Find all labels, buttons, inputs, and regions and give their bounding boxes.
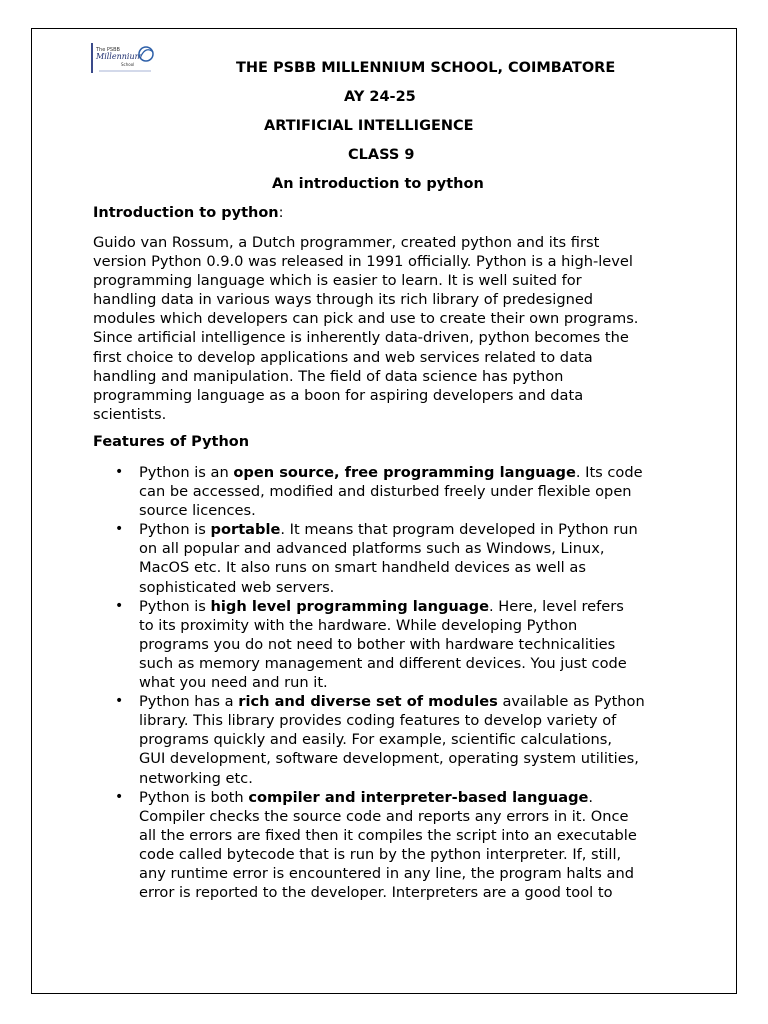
feature-text: . Its code [575,464,643,481]
feature-line: library. This library provides coding features to develop variety of [139,712,617,730]
feature-line: all the errors are fixed then it compiles the script into an executable [139,826,637,844]
school-logo-graphic [91,42,157,74]
bullet-icon: • [115,693,124,710]
feature-text: Python is an [139,464,234,481]
bullet-icon: • [115,597,124,614]
feature-first-line [139,520,693,539]
topic-title: An introduction to python [272,176,484,192]
intro-line: modules which developers can pick and use to create their own programs. [93,310,639,328]
feature-text: . [588,788,594,806]
intro-line: programming language as a boon for aspiring developers and data [93,386,584,404]
feature-first-line [139,788,693,807]
feature-line: programs you do not need to bother with hardware technicalities [139,635,616,653]
feature-bold-text: portable [210,521,281,539]
bullet-icon: • [115,521,124,538]
feature-line: such as memory management and different devices. You just code [139,654,627,672]
feature-item [93,692,693,787]
intro-line: programming language which is easier to learn. It is well suited for [93,272,582,290]
feature-line: sophisticated web servers. [139,578,335,596]
feature-line: networking etc. [139,769,253,787]
feature-text: Python has a [139,693,239,711]
feature-line: source licences. [139,502,256,520]
feature-first-line [139,463,693,482]
intro-heading [93,205,284,221]
school-logo [91,42,157,74]
feature-line: GUI development, software development, operating system utilities, [139,750,639,768]
feature-line: what you need and run it. [139,674,328,692]
feature-bold-text: open source, free programming language [233,464,576,481]
feature-line: programs quickly and easily. For example, scientific calculations, [139,731,613,749]
feature-line: Compiler checks the source code and reports any errors in it. Once [139,807,629,825]
logo-line-3: School [121,62,135,67]
features-heading-text: Features of Python [93,434,250,450]
feature-item [93,520,693,596]
feature-text: . It means that program developed in Python run [280,521,638,539]
feature-first-line [139,597,693,616]
academic-year: AY 24-25 [344,89,416,105]
subject-title: ARTIFICIAL INTELLIGENCE [264,118,474,134]
class-title: CLASS 9 [348,147,415,163]
feature-item [93,788,693,903]
logo-line-2: Millennium [96,52,143,61]
intro-line: scientists. [93,405,167,423]
bullet-icon: • [115,464,124,480]
feature-line: MacOS etc. It also runs on smart handheld devices as well as [139,559,586,577]
intro-line: Guido van Rossum, a Dutch programmer, created python and its first [93,234,600,251]
feature-line: error is reported to the developer. Interpreters are a good tool to [139,884,613,902]
feature-first-line [139,692,693,711]
features-heading [93,434,249,450]
feature-line: code called bytecode that is run by the python interpreter. If, still, [139,845,622,863]
feature-line: to its proximity with the hardware. While developing Python [139,616,578,634]
feature-text: Python is [139,521,211,539]
intro-heading-colon: : [278,205,284,221]
intro-paragraph [93,233,683,424]
feature-bold-text: compiler and interpreter-based language [248,788,589,806]
feature-line: can be accessed, modified and disturbed freely under flexible open [139,483,632,501]
intro-line: first choice to develop applications and web services related to data [93,348,593,366]
intro-line: version Python 0.9.0 was released in 1991 officially. Python is a high-level [93,253,633,271]
feature-text: . Here, level refers [489,597,624,615]
feature-text: Python is [139,597,211,615]
feature-item [93,463,693,520]
intro-heading-text: Introduction to python [93,205,279,221]
feature-text: Python is both [139,788,249,806]
logo-line-1: The PSBB [96,47,120,53]
intro-line: handling and manipulation. The field of data science has python [93,367,564,385]
bullet-icon: • [115,788,124,805]
intro-line: Since artificial intelligence is inherently data-driven, python becomes the [93,329,629,347]
feature-item [93,597,693,692]
feature-bold-text: high level programming language [210,597,489,615]
feature-text: available as Python [497,693,645,711]
feature-bold-text: rich and diverse set of modules [238,693,498,711]
features-list [93,463,693,902]
school-name: THE PSBB MILLENNIUM SCHOOL, COIMBATORE [236,60,616,76]
feature-line: on all popular and advanced platforms such as Windows, Linux, [139,540,605,558]
intro-line: handling data in various ways through its rich library of predesigned [93,291,594,309]
feature-line: any runtime error is encountered in any line, the program halts and [139,864,634,882]
